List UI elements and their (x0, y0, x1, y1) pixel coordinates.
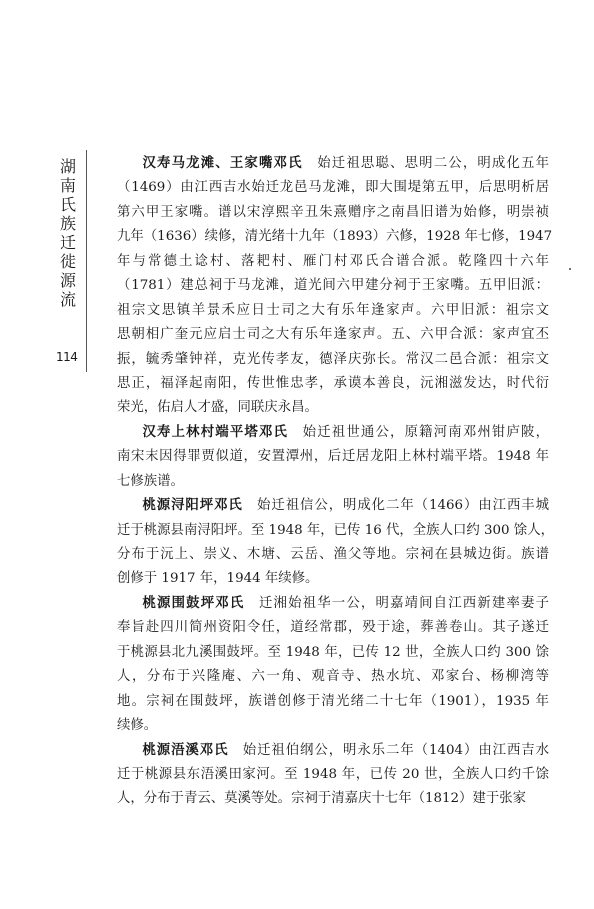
text-line: 续修。 (117, 718, 158, 734)
text-line: 祖宗文思镇羊景禾应日士司之大有乐年逢家声。六甲旧派：祖宗文 (117, 302, 549, 318)
text-line: 年与常德土谂村、落耙村、雁门村邓氏合谱合派。乾隆四十六年 (117, 253, 549, 269)
line-text: 始迁祖伯纲公，明永乐二年（1404）由江西吉水 (228, 742, 550, 758)
clan-heading: 桃源浯溪邓氏 (142, 742, 229, 758)
text-line: （1469）由江西吉水始迁龙邑马龙滩，即大围堤第五甲，后思明析居 (117, 180, 549, 196)
text-line: 于桃源县北九溪围鼓坪。至 1948 年，已传 12 世，全族人口约 300 馀 (117, 644, 549, 660)
clan-heading: 桃源围鼓坪邓氏 (142, 595, 245, 611)
text-line: 七修族谱。 (117, 473, 184, 489)
text-line: 思朝相广奎元应启士司之大有乐年逢家声。五、六甲合派：家声宜丕 (117, 327, 549, 343)
speck (569, 268, 571, 270)
side-title-char: 源 (59, 271, 76, 290)
clan-heading: 汉寿马龙滩、王家嘴邓氏 (142, 156, 303, 171)
line-text: 始迁祖信公，明成化二年（1466）由江西丰城 (242, 498, 549, 514)
text-line: 分布于沅上、崇义、木塘、云岳、渔父等地。宗祠在县城边街。族谱 (117, 547, 549, 562)
text-line: 思正，福泽起南阳，传世惟忠孝，承谟本善良，沅湘滋发达，时代衍 (117, 375, 549, 391)
side-rule (86, 150, 87, 372)
paragraph (117, 739, 549, 812)
side-title-char: 族 (59, 214, 76, 233)
text-line: 振，毓秀肇钟祥，克光传孝友，德泽庆弥长。常汉二邑合派：祖宗文 (117, 351, 549, 367)
text-line: 南宋末因得罪贾似道，安置潭州，后迁居龙阳上林村端平塔。1948 年 (117, 449, 549, 465)
side-title-char: 流 (59, 290, 76, 309)
side-title-char: 迁 (59, 233, 76, 252)
text-line: 九年（1636）续修，清光绪十九年（1893）六修，1928 年七修，1947 (117, 229, 553, 245)
text-line: 迁于桃源县东浯溪田家河。至 1948 年，已传 20 世，全族人口约千馀 (117, 766, 549, 782)
side-title-char: 氏 (59, 195, 76, 214)
text-line (117, 739, 549, 763)
text-line: 第六甲王家嘴。谱以宋淳熙辛丑朱熹赠序之南昌旧谱为始修，明崇祯 (117, 204, 549, 220)
body-text (117, 152, 554, 812)
side-title-char: 湖 (59, 157, 76, 176)
text-line: 迁于桃源县南浔阳坪。至 1948 年，已传 16 代，全族人口约 300 馀人， (117, 522, 554, 538)
text-line: （1781）建总祠于马龙滩，道光间六甲建分祠于王家嘴。五甲旧派： (117, 278, 549, 294)
line-text: 迁湘始祖华一公，明嘉靖间自江西新建率妻子 (244, 595, 550, 611)
text-line (117, 421, 549, 445)
paragraph (117, 421, 549, 494)
text-line: 人，分布于兴隆庵、六一角、观音寺、热水坑、邓家台、杨柳湾等 (117, 669, 549, 685)
text-line: 地。宗祠在围鼓坪，族谱创修于清光绪二十七年（1901），1935 年 (117, 693, 549, 709)
text-line: 人，分布于青云、莫溪等处。宗祠于清嘉庆十七年（1812）建于张家 (117, 791, 527, 807)
clan-heading: 汉寿上林村端平塔邓氏 (142, 424, 289, 440)
line-text: 始迁祖世通公，原籍河南邓州钳庐陂， (288, 424, 550, 440)
side-title-char: 徙 (59, 252, 76, 271)
clan-heading: 桃源浔阳坪邓氏 (142, 498, 243, 514)
line-text: 始迁祖思聪、思明二公，明成化五年 (302, 156, 550, 171)
text-line (117, 592, 549, 616)
paragraph (117, 592, 549, 739)
side-running-title (57, 157, 79, 309)
paragraph (117, 152, 553, 421)
paragraph (117, 494, 554, 592)
text-line: 奉旨赴四川简州资阳令任，道经常郡，殁于途，葬善卷山。其子遂迁 (117, 620, 549, 636)
text-line: 创修于 1917 年，1944 年续修。 (117, 571, 319, 587)
text-line (117, 152, 549, 176)
text-line: 荣光，佑启人才盛，同联庆永昌。 (117, 400, 318, 416)
side-title-char: 南 (59, 176, 76, 195)
text-line (117, 494, 549, 518)
page-number: 114 (56, 350, 78, 364)
